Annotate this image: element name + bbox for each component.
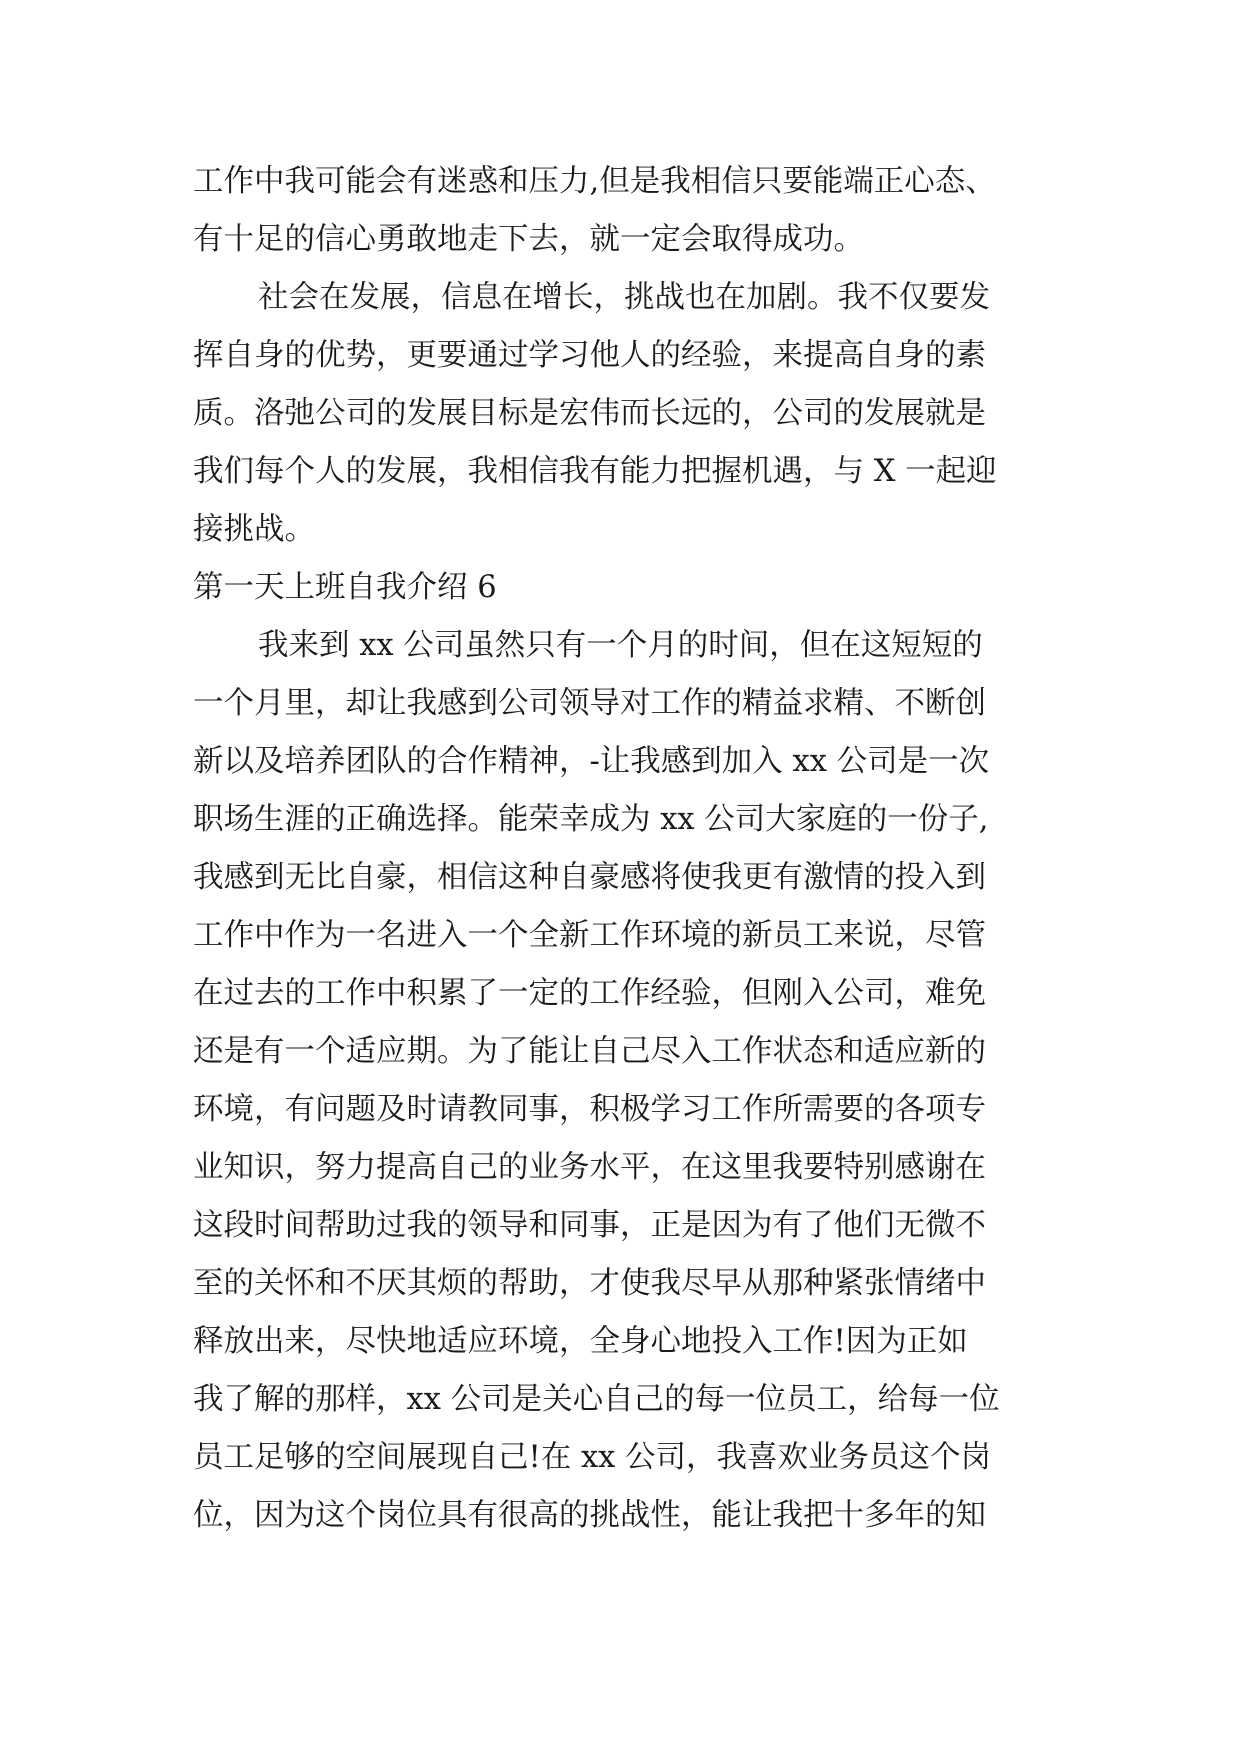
text-line: 员工足够的空间展现自己!在 xx 公司，我喜欢业务员这个岗	[193, 1440, 992, 1475]
text-line: 新以及培养团队的合作精神，-让我感到加入 xx 公司是一次	[193, 744, 990, 779]
section-heading: 第一天上班自我介绍 6	[193, 570, 497, 605]
text-line: 环境，有问题及时请教同事，积极学习工作所需要的各项专	[193, 1092, 986, 1127]
text-line: 质。洛弛公司的发展目标是宏伟而长远的，公司的发展就是	[193, 396, 986, 431]
text-line: 工作中作为一名进入一个全新工作环境的新员工来说，尽管	[193, 918, 986, 953]
text-line: 我感到无比自豪，相信这种自豪感将使我更有激情的投入到	[193, 860, 986, 895]
text-line: 我了解的那样，xx 公司是关心自己的每一位员工，给每一位	[193, 1382, 1000, 1417]
text-line: 这段时间帮助过我的领导和同事，正是因为有了他们无微不	[193, 1208, 986, 1243]
text-line: 接挑战。	[193, 512, 315, 547]
text-line: 至的关怀和不厌其烦的帮助，才使我尽早从那种紧张情绪中	[193, 1266, 986, 1301]
text-line: 位，因为这个岗位具有很高的挑战性，能让我把十多年的知	[193, 1498, 986, 1533]
paragraph-first-line: 我来到 xx 公司虽然只有一个月的时间，但在这短短的	[258, 628, 983, 663]
text-line: 在过去的工作中积累了一定的工作经验，但刚入公司，难免	[193, 976, 986, 1011]
text-line: 我们每个人的发展，我相信我有能力把握机遇，与 X 一起迎	[193, 454, 997, 489]
text-line: 释放出来，尽快地适应环境，全身心地投入工作!因为正如	[193, 1324, 968, 1359]
paragraph-first-line: 社会在发展，信息在增长，挑战也在加剧。我不仅要发	[258, 280, 990, 315]
text-line: 还是有一个适应期。为了能让自己尽入工作状态和适应新的	[193, 1034, 986, 1069]
text-line: 职场生涯的正确选择。能荣幸成为 xx 公司大家庭的一份子,	[193, 802, 989, 837]
text-line: 业知识，努力提高自己的业务水平，在这里我要特别感谢在	[193, 1150, 986, 1185]
text-line: 有十足的信心勇敢地走下去，就一定会取得成功。	[193, 222, 864, 257]
text-line: 挥自身的优势，更要通过学习他人的经验，来提高自身的素	[193, 338, 986, 373]
text-line: 一个月里，却让我感到公司领导对工作的精益求精、不断创	[193, 686, 986, 721]
text-line: 工作中我可能会有迷惑和压力,但是我相信只要能端正心态、	[193, 164, 996, 199]
